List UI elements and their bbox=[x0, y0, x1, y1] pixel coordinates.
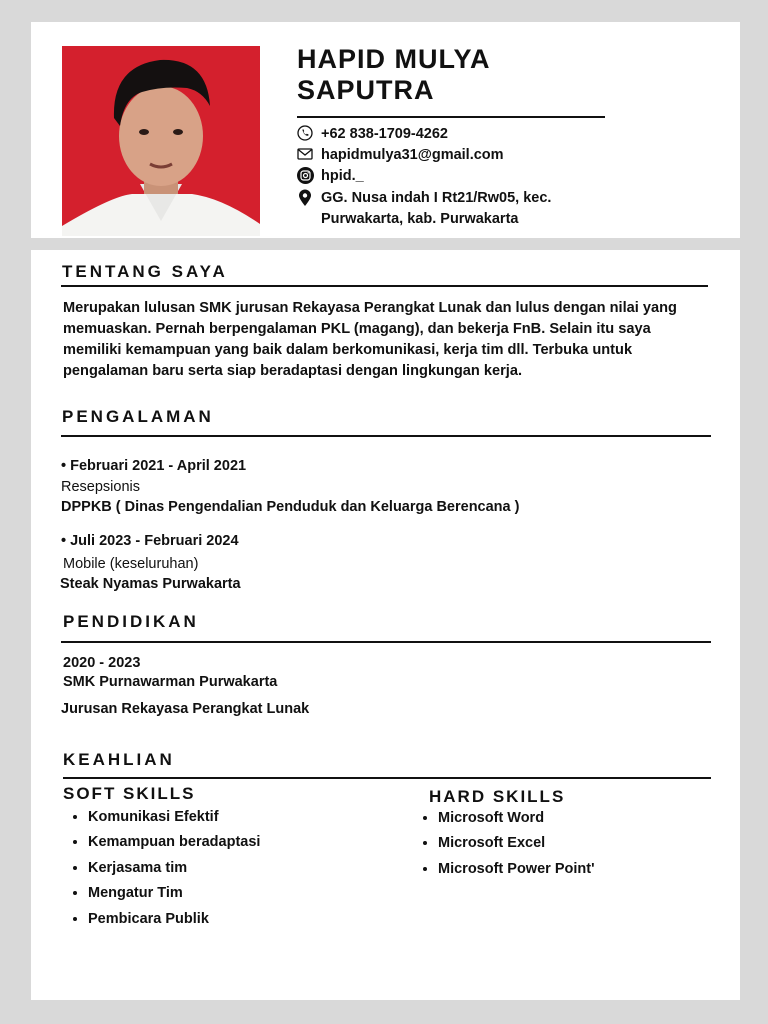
soft-skill-item: Pembicara Publik bbox=[64, 910, 260, 935]
name-line2: SAPUTRA bbox=[297, 75, 435, 105]
experience-role: Mobile (keseluruhan) bbox=[63, 556, 199, 572]
main-card bbox=[31, 250, 740, 1000]
hard-skill-item: Microsoft Word bbox=[414, 809, 595, 834]
soft-skill-item: Kemampuan beradaptasi bbox=[64, 833, 260, 858]
candidate-name bbox=[297, 44, 491, 106]
name-divider bbox=[297, 116, 605, 118]
profile-photo bbox=[62, 46, 260, 236]
experience-period: • Februari 2021 - April 2021 bbox=[61, 458, 247, 474]
education-school: SMK Purnawarman Purwakarta bbox=[63, 674, 278, 690]
skills-divider bbox=[63, 777, 711, 779]
phone-text: +62 838-1709-4262 bbox=[321, 126, 448, 142]
skills-title: KEAHLIAN bbox=[63, 750, 175, 769]
hard-skill-item: Microsoft Excel bbox=[414, 834, 595, 859]
hard-skill-item: Microsoft Power Point' bbox=[414, 860, 595, 885]
email-text: hapidmulya31@gmail.com bbox=[321, 147, 504, 163]
location-pin-icon bbox=[297, 189, 313, 205]
instagram-icon bbox=[297, 167, 313, 183]
soft-skill-item: Mengatur Tim bbox=[64, 884, 260, 909]
address-line2: Purwakarta, kab. Purwakarta bbox=[321, 211, 519, 227]
experience-divider bbox=[61, 435, 711, 437]
education-divider bbox=[61, 641, 711, 643]
education-title: PENDIDIKAN bbox=[63, 612, 199, 631]
about-text: Merupakan lulusan SMK jurusan Rekayasa Perangkat Lunak dan lulus dengan nilai yang memuaskan. Pernah berpengalaman PKL (magang), dan bekerja FnB. Selain itu saya memiliki kemampuan yang baik dalam berkomunikasi, kerja tim dll. Terbuka untuk pengalaman baru serta siap beradaptasi dengan lingkungan kerja. bbox=[63, 300, 677, 379]
name-line1: HAPID MULYA bbox=[297, 44, 491, 74]
education-major: Jurusan Rekayasa Perangkat Lunak bbox=[61, 701, 310, 717]
mail-icon bbox=[297, 146, 313, 162]
hard-skills-list bbox=[414, 809, 595, 885]
about-divider bbox=[61, 285, 708, 287]
experience-org: DPPKB ( Dinas Pengendalian Penduduk dan Keluarga Berencana ) bbox=[61, 499, 520, 515]
experience-period: • Juli 2023 - Februari 2024 bbox=[61, 533, 239, 549]
phone-icon bbox=[297, 125, 313, 141]
instagram-text: hpid._ bbox=[321, 168, 364, 184]
experience-role: Resepsionis bbox=[61, 479, 140, 495]
soft-skill-item: Kerjasama tim bbox=[64, 859, 260, 884]
soft-skill-item: Komunikasi Efektif bbox=[64, 808, 260, 833]
experience-title: PENGALAMAN bbox=[62, 407, 214, 426]
experience-org: Steak Nyamas Purwakarta bbox=[60, 576, 241, 592]
header-card bbox=[31, 22, 740, 238]
soft-skills-list bbox=[64, 808, 260, 935]
education-years: 2020 - 2023 bbox=[63, 655, 141, 671]
soft-skills-title: SOFT SKILLS bbox=[63, 784, 196, 803]
about-title: TENTANG SAYA bbox=[62, 262, 228, 281]
hard-skills-title: HARD SKILLS bbox=[429, 787, 566, 806]
address-line1: GG. Nusa indah I Rt21/Rw05, kec. bbox=[321, 190, 552, 206]
